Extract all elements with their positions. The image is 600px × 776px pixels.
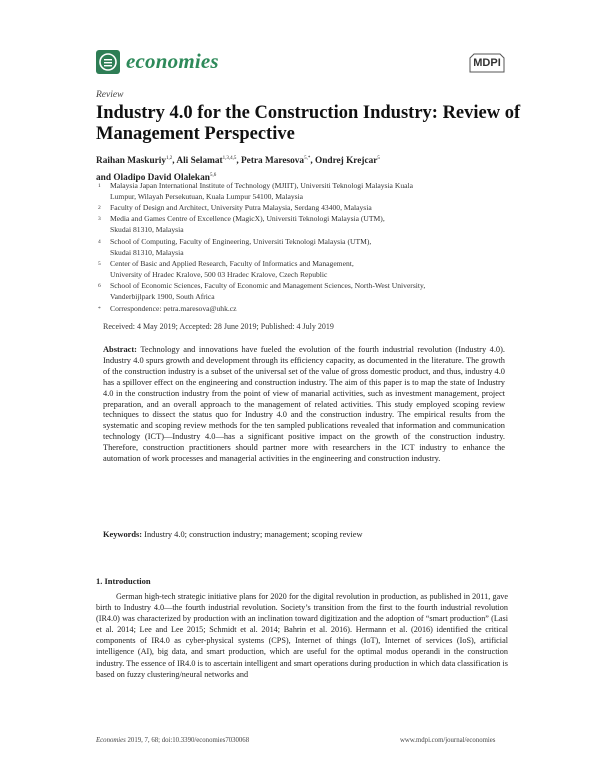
author-affiliation-ref: 5,6 xyxy=(209,172,217,178)
keywords-text: Industry 4.0; construction industry; management; scoping review xyxy=(144,530,363,539)
affiliation-3: 3 Media and Games Centre of Excellence (MagicX), Universiti Teknologi Malaysia (UTM), Skudai 81310, Malaysia xyxy=(98,214,385,234)
intro-paragraph: German high-tech strategic initiative plans for 2020 for the digital revolution in production, as published in 2011, gave birth to Industry 4.0—the fourth industrial revolution. Society’s transition from the first to the fourth industrial revolution (IR4.0) was characterized by production with an inclination toward digitization and the adoption of “smart production” (Lasi et al. 2014; Lee and Lee 2015; Schmidt et al. 2014; Bahrin et al. 2016). Hermann et al. (2016) identified the critical components of IR4.0 as cyber-physical systems (CPS), Internet of things (IoT), Internet of services (IoS), artificial intelligence (AI), big data, and smart production, which are useful for the optimal modus operandi in the construction industry. The essence of IR4.0 is to ascertain intelligent and smart operations during production in which data classification is based on fuzzy clustering/neural networks and xyxy=(96,592,508,679)
abstract-label: Abstract: xyxy=(103,345,137,354)
affiliation-2: 2 Faculty of Design and Architect, University Putra Malaysia, Serdang 43400, Malaysia xyxy=(98,203,372,212)
abstract xyxy=(103,345,505,465)
footer-journal: Economies xyxy=(96,737,126,744)
author-affiliation-ref: 5,* xyxy=(304,156,311,161)
author-affiliation-ref: 1,2 xyxy=(166,156,173,161)
author-name[interactable]: , Ondrej Krejcar xyxy=(310,156,378,167)
abstract-text: Technology and innovations have fueled the evolution of the fourth industrial revolution (Industry 4.0). Industry 4.0 spurs growth and development through its efficiency capacity, as documented in the literature. The growth of the construction industry is a subset of the universal set of the value of gross domestic product, and thus, industry 4.0 has a spillover effect on the engineering and construction industry. The aim of this paper is to map the state of Industry 4.0 in the construction industry from the point of view of manarial activities, such as investment management, project preparation, and an overall approach to the management of related activities. This study employed scoping review techniques to dissect the status quo for Industry 4.0 and the construction industry. The empirical results from the systematic and scoping review methods for the ten sampled publications revealed that information and communication technology (ICT)—Industry 4.0—has a significant positive impact on the growth of the construction industry. Therefore, construction practitioners should partner more with researchers in the ICT industry to enhance the automation of work processes and managerial activities in the engineering and construction industry. xyxy=(103,345,505,464)
publisher-logo xyxy=(468,52,506,74)
journal-name: economies xyxy=(126,49,219,73)
publication-dates: Received: 4 May 2019; Accepted: 28 June 2019; Published: 4 July 2019 xyxy=(103,322,334,331)
keywords xyxy=(103,530,363,539)
article-title: Industry 4.0 for the Construction Industry: Review of Management Perspective xyxy=(96,103,521,144)
affiliation-1: 1 Malaysia Japan International Institute of Technology (MJIIT), Universiti Teknologi Malaysia Kuala Lumpur, Wilayah Persekutuan, Kuala Lumpur 54100, Malaysia xyxy=(98,181,413,201)
correspondence-email[interactable]: Correspondence: petra.maresova@uhk.cz xyxy=(110,304,237,313)
author-affiliation-ref: 1,3,4,5 xyxy=(222,156,237,161)
author-name[interactable]: , Ali Selamat xyxy=(172,156,223,167)
footer-citation-rest[interactable]: 2019, 7, 68; doi:10.3390/economies7030068 xyxy=(125,737,250,744)
author-name[interactable]: and Oladipo David Olalekan xyxy=(96,172,210,183)
author-name[interactable]: Raihan Maskuriy xyxy=(96,156,166,167)
author-name[interactable]: , Petra Maresova xyxy=(236,156,305,167)
author-affiliation-ref: 5 xyxy=(377,156,380,161)
affiliation-4: 4 School of Computing, Faculty of Engineering, Universiti Teknologi Malaysia (UTM), Skudai 81310, Malaysia xyxy=(98,237,372,257)
introduction-body xyxy=(96,591,508,680)
journal-logo-icon xyxy=(96,50,120,74)
publisher-name: MDPI xyxy=(473,57,501,69)
affiliation-6: 6 School of Economic Sciences, Faculty of Economic and Management Sciences, North-West University, Vanderbijlpark 1900, South Africa xyxy=(98,281,426,301)
article-type: Review xyxy=(96,90,124,100)
affiliation-5: 5 Center of Basic and Applied Research, Faculty of Informatics and Management, University of Hradec Kralove, 500 03 Hradec Kralove, Czech Republic xyxy=(98,259,354,279)
keywords-label: Keywords: xyxy=(103,530,143,539)
correspondence: * Correspondence: petra.maresova@uhk.cz xyxy=(110,304,530,315)
section-heading: 1. Introduction xyxy=(96,576,151,586)
footer-url[interactable]: www.mdpi.com/journal/economies xyxy=(400,737,496,744)
footer-citation xyxy=(96,737,249,744)
